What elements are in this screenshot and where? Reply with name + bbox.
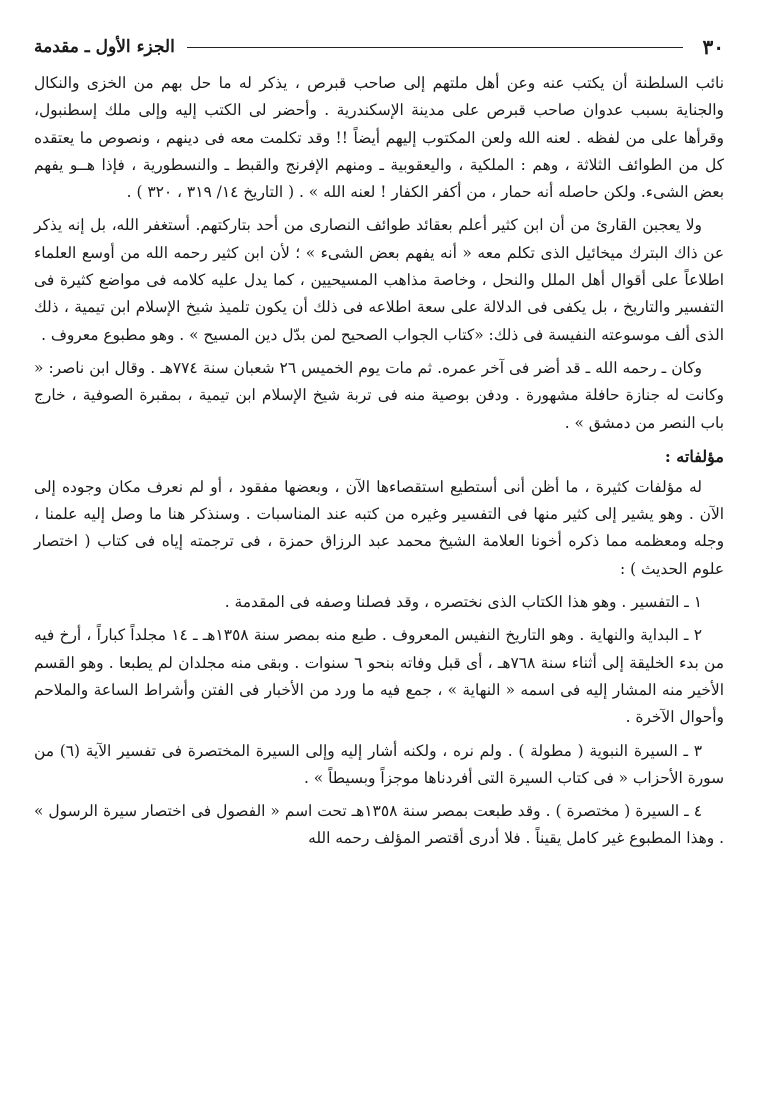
paragraph: له مؤلفات كثيرة ، ما أظن أنى أستطيع استقصاءها الآن ، وبعضها مفقود ، أو لم نعرف مكان وجوده إلى الآن . وهو يشير إلى كثير منها فى التفسير وغيره من كتبه عند المناسبات . وسنذكر هنا ما وصل إليه علمنا ، وجله ومعظمه مما ذكره أخونا العلامة الشيخ محمد عبد الرزاق حمزة ، فى ترجمته إياه فى كتاب ( اختصار علوم الحديث ) : (34, 477, 724, 578)
running-title: الجزء الأول ـ مقدمة (34, 37, 175, 57)
list-item: ٢ ـ البداية والنهاية . وهو التاريخ النفيس المعروف . طبع منه بمصر سنة ١٣٥٨هـ ـ ١٤ مجلداً كباراً ، أرخ فيه من بدء الخليقة إلى أثناء سنة ٧٦٨هـ ، أى قبل وفاته بنحو ٦ سنوات . وبقى منه مجلدان لم يطبعا . وهو القسم الأخير منه المشار إليه فى اسمه « النهاية » ، جمع فيه ما ورد من الأخبار فى الفتن وأشراط الساعة والملاحم وأحوال الآخرة . (34, 626, 724, 727)
paragraph: ولا يعجبن القارئ من أن ابن كثير أعلم بعقائد طوائف النصارى من أحد بتاركتهم. أستغفر الله، بل إنه يذكر عن ذاك البترك ميخائيل الذى تكلم معه « أنه يفهم بعض الشىء » ؛ لأن ابن كثير رحمه الله من أوسع العلماء اطلاعاً على أقوال أهل الملل والنحل ، وخاصة مذاهب المسيحيين ، كما يدل عليه كلامه فى مواضع كثيرة فى التفسير والتاريخ ، بل يكفى فى الدلالة على سعة اطلاعه فى ذلك أن يكون تلميذ شيخ الإسلام ابن تيمية ، ذلك الذى ألف موسوعته النفيسة فى ذلك: «كتاب الجواب الصحيح لمن بدّل دين المسيح » . وهو مطبوع معروف . (34, 216, 724, 344)
list-item: ٣ ـ السيرة النبوية ( مطولة ) . ولم نره ، ولكنه أشار إليه وإلى السيرة المختصرة فى تفسير الآية (٦) من سورة الأحزاب « فى كتاب السيرة التى أفردناها موجزاً وبسيطاً » . (34, 741, 724, 787)
page-number: ٣٠ (702, 35, 724, 59)
paragraph: نائب السلطنة أن يكتب عنه وعن أهل ملتهم إلى صاحب قبرص ، يذكر له ما حل بهم من الخزى والنكال والجناية بسبب عدوان صاحب قبرص على مدينة الإسكندرية . وأحضر لى الكتب إليه وإلى ملك إسطنبول، وقرأها على من لفظه . لعنه الله ولعن المكتوب إليهم أيضاً !! وقد تكلمت معه فى دينهم ، ونصوص ما يعتقده كل من الطوائف الثلاثة ، وهم : الملكية ، واليعقوبية ـ ومنهم الإفرنج والقبط ـ والنسطورية ، فإذا هــو يفهم بعض الشىء. ولكن حاصله أنه حمار ، من أكفر الكفار ! لعنه الله » . ( التاريخ ١٤/ ٣١٩ ، ٣٢٠ ) . (34, 74, 724, 202)
paragraph: وكان ـ رحمه الله ـ قد أضر فى آخر عمره. ثم مات يوم الخميس ٢٦ شعبان سنة ٧٧٤هـ . وقال ابن ناصر: « وكانت له جنازة حافلة مشهورة . ودفن بوصية منه فى تربة شيخ الإسلام ابن تيمية ، بمقبرة الصوفية ، خارج باب النصر من دمشق » . (34, 358, 724, 432)
running-header (34, 30, 724, 64)
document-page (34, 30, 724, 1080)
list-item: ٤ ـ السيرة ( مختصرة ) . وقد طبعت بمصر سنة ١٣٥٨هـ تحت اسم « الفصول فى اختصار سيرة الرسول » . وهذا المطبوع غير كامل يقيناً . فلا أدرى أقتصر المؤلف رحمه الله (34, 802, 724, 848)
section-heading: مؤلفاته : (664, 446, 724, 466)
list-item: ١ ـ التفسير . وهو هذا الكتاب الذى نختصره ، وقد فصلنا وصفه فى المقدمة . (224, 593, 702, 612)
header-rule (187, 47, 683, 48)
body-text (34, 70, 724, 853)
